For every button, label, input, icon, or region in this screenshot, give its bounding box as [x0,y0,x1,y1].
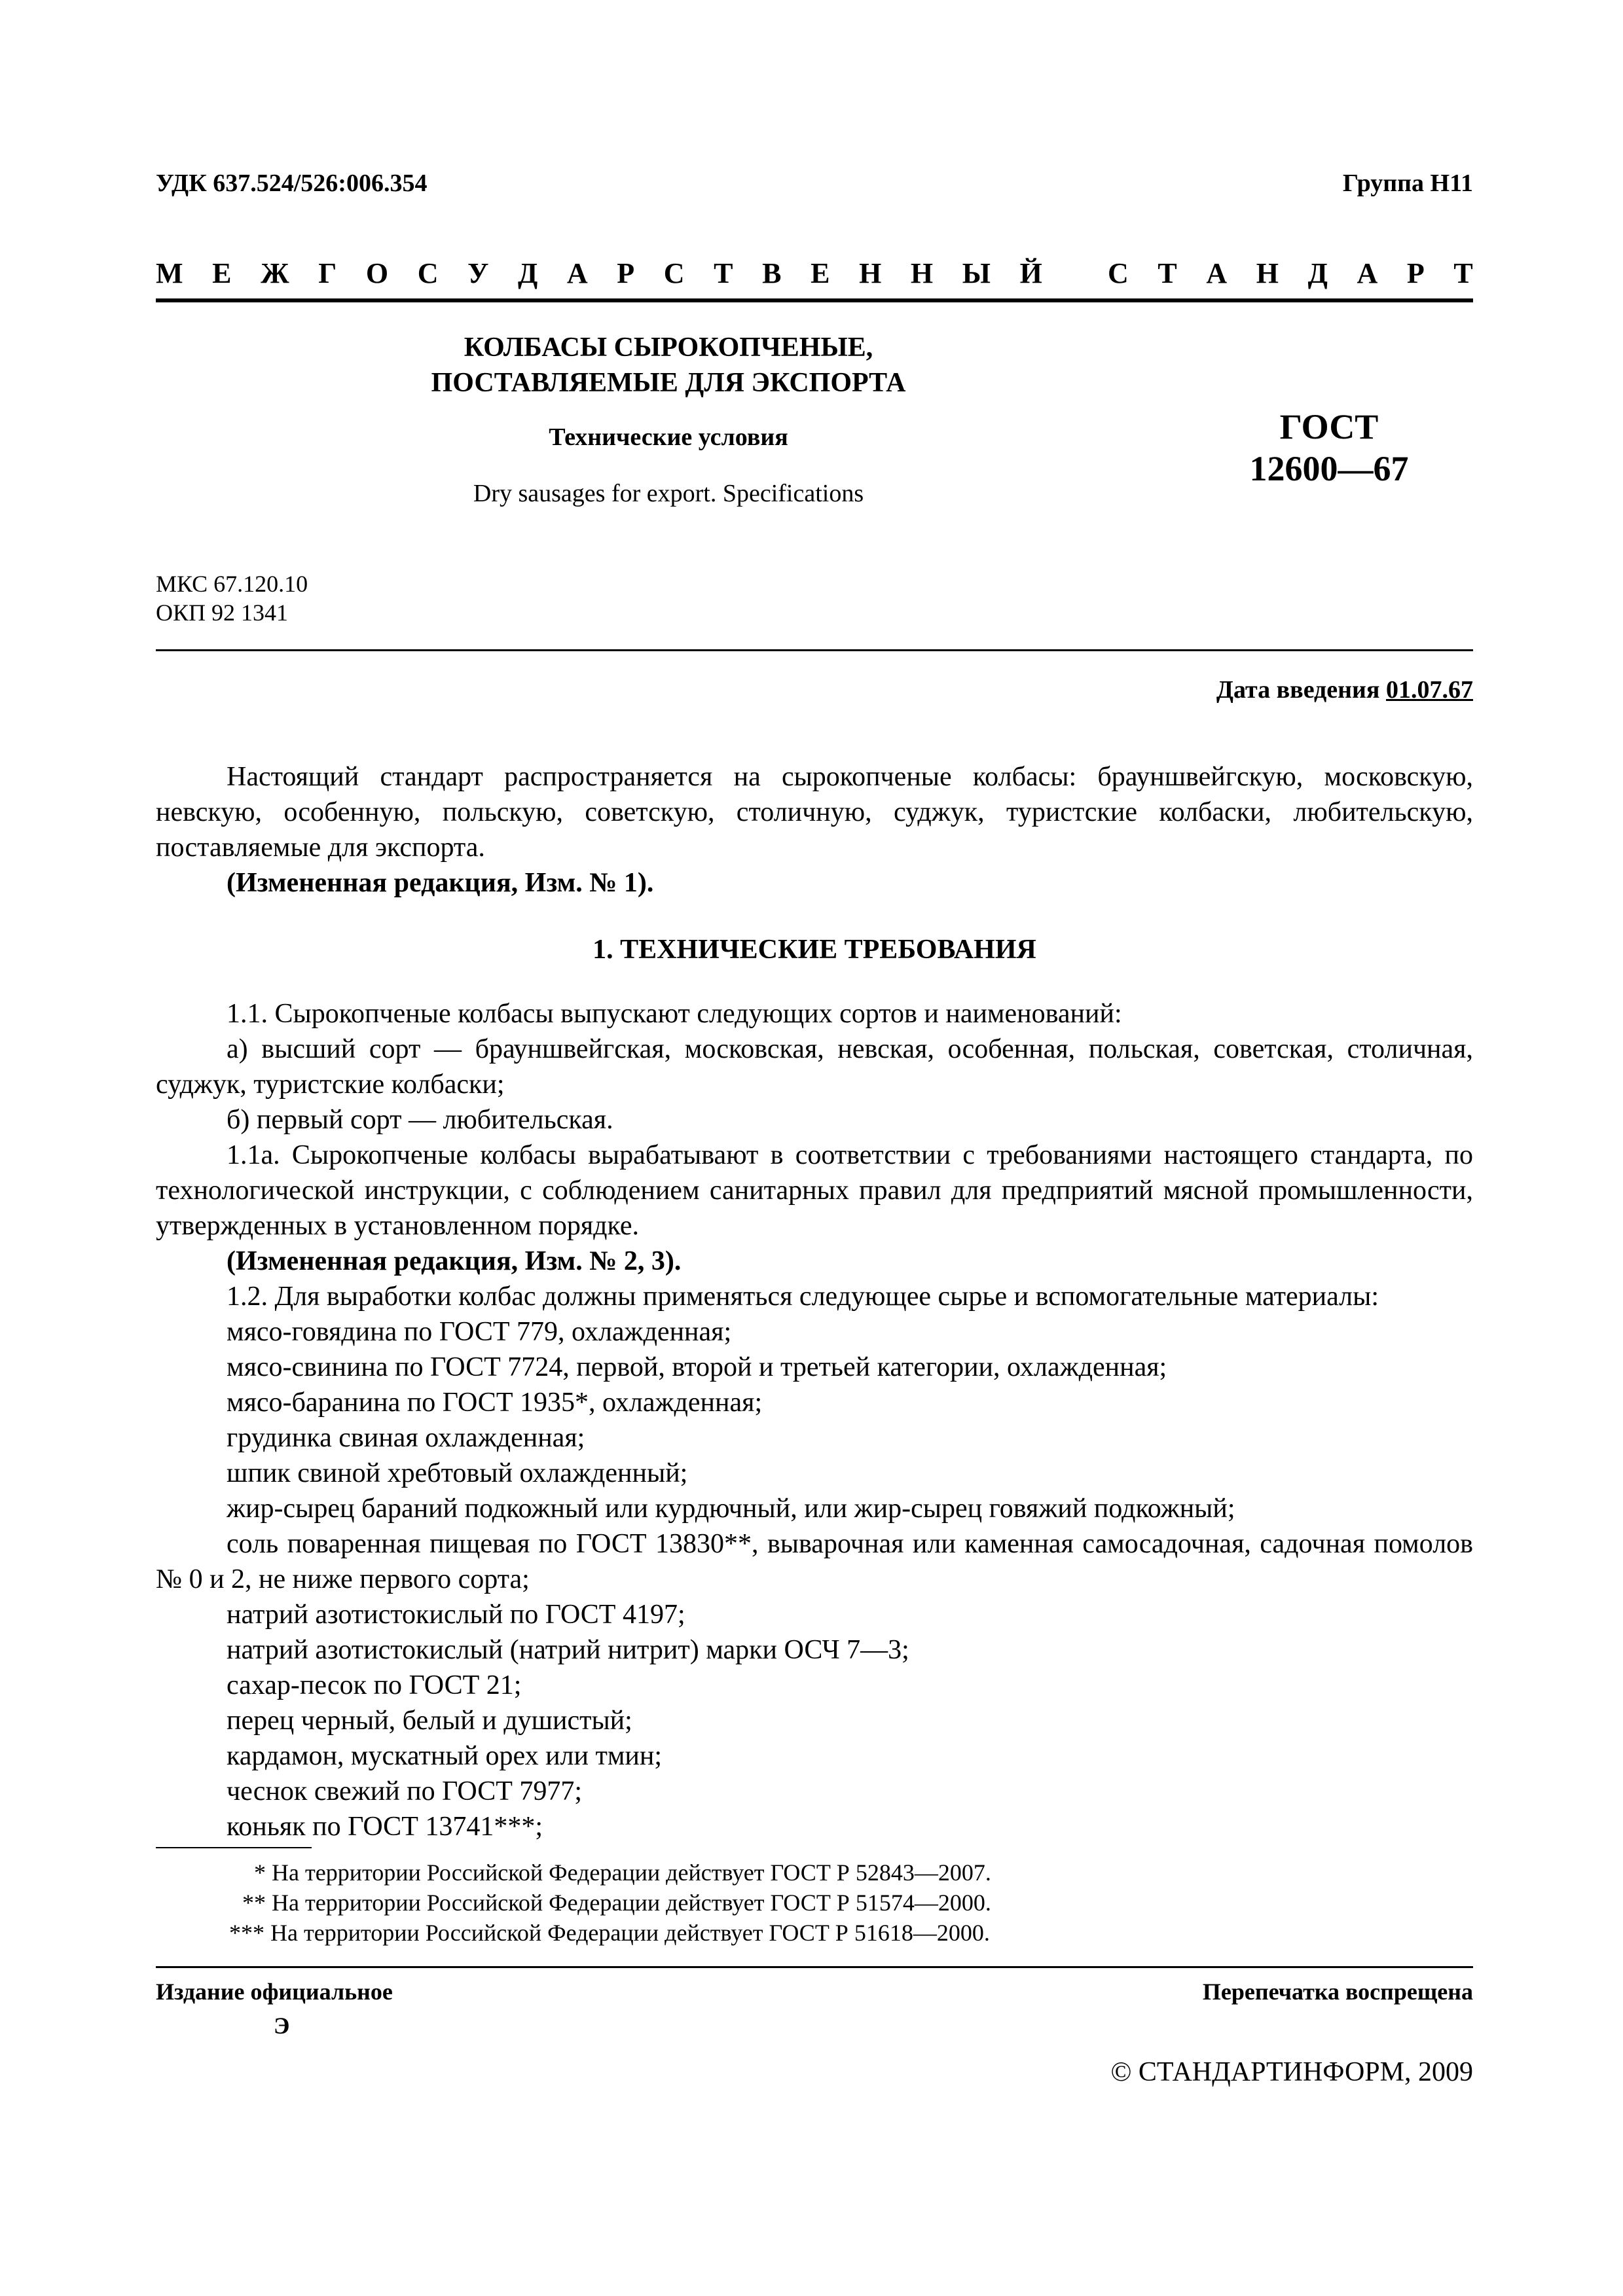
material-item: соль поваренная пищевая по ГОСТ 13830**, выварочная или каменная самосадочная, садочная помолов № 0 и 2, не ниже первого сорта; [156,1529,1473,1594]
title-line-1: КОЛБАСЫ СЫРОКОПЧЕНЫЕ, [464,332,873,363]
banner-letter [1071,257,1078,290]
reprint-prohibited: Перепечатка воспрещена [1202,1979,1473,2005]
material-item: мясо-свинина по ГОСТ 7724, первой, второй и третьей категории, охлажденная; [227,1352,1167,1382]
material-item: мясо-баранина по ГОСТ 1935*, охлажденная; [227,1388,763,1418]
banner-letter: Е [212,257,232,289]
banner-letter: Й [1019,257,1042,289]
amendment-note-1: (Измененная редакция, Изм. № 1). [227,868,654,898]
footer-rule [156,1966,1473,1968]
group-code: Группа Н11 [1342,170,1473,197]
material-item: кардамон, мускатный орех или тмин; [227,1741,663,1771]
banner-letter: Р [617,257,635,289]
banner-letter: Т [1158,257,1177,289]
banner-letter: Г [318,257,337,289]
gost-designation [1205,406,1453,490]
material-item: перец черный, белый и душистый; [227,1706,632,1736]
clause-1-1a: 1.1а. Сырокопченые колбасы вырабатывают в соответствии с требованиями настоящего стандарта, по технологической инструкции, с соблюдением санитарных правил для предприятий мясной промышленности, утвержденных в установленном порядке. [156,1140,1473,1241]
banner-letter: А [1357,257,1378,289]
material-item: натрий азотистокислый (натрий нитрит) марки ОСЧ 7—3; [227,1635,909,1665]
edition-mark: Э [274,2013,290,2039]
material-item: жир-сырец бараний подкожный или курдючный, или жир-сырец говяжий подкожный; [227,1494,1235,1524]
material-item: сахар-песок по ГОСТ 21; [227,1670,522,1700]
banner-letter: М [156,257,183,289]
classification-codes [156,569,308,627]
banner-letter: С [417,257,439,289]
banner-letter: Н [910,257,934,289]
introduction-date-label: Дата введения [1216,676,1386,704]
clause-1-2: 1.2. Для выработки колбас должны применяться следующее сырье и вспомогательные материалы: [227,1282,1379,1312]
interstate-standard-banner [156,257,1473,290]
footnote-1: * На территории Российской Федерации действует ГОСТ Р 52843—2007. [254,1859,991,1886]
banner-letter: Ж [261,257,289,289]
banner-letter: Д [517,257,538,289]
footnote-3: *** На территории Российской Федерации действует ГОСТ Р 51618—2000. [229,1920,990,1946]
banner-letter: Т [1453,257,1473,289]
banner-letter: Н [1256,257,1279,289]
material-item: чеснок свежий по ГОСТ 7977; [227,1776,583,1806]
gost-label: ГОСТ [1279,407,1379,446]
banner-letter: А [1206,257,1228,289]
introduction-date [1216,675,1473,704]
banner-letter: Н [859,257,882,289]
banner-letter: С [1108,257,1129,289]
banner-letter: Д [1307,257,1328,289]
banner-letter: В [762,257,782,289]
material-item: мясо-говядина по ГОСТ 779, охлажденная; [227,1317,732,1347]
section-heading-1: 1. ТЕХНИЧЕСКИЕ ТРЕБОВАНИЯ [593,935,1036,965]
document-subtitle: Технические условия [549,423,788,451]
banner-letter: О [365,257,389,289]
material-item: натрий азотистокислый по ГОСТ 4197; [227,1600,685,1630]
material-item: грудинка свиная охлажденная; [227,1423,585,1453]
udk-code: УДК 637.524/526:006.354 [156,170,428,197]
introduction-date-value: 01.07.67 [1386,676,1473,704]
clause-1-1-a: а) высший сорт — брауншвейгская, московская, невская, особенная, польская, советская, столичная, суджук, туристские колбаски; [156,1034,1473,1100]
document-body [156,759,1473,1844]
amendment-note-2-3: (Измененная редакция, Изм. № 2, 3). [227,1246,682,1276]
banner-letter: У [467,257,489,289]
header-rule [156,298,1473,302]
clause-1-1-b: б) первый сорт — любительская. [227,1105,613,1135]
copyright: © СТАНДАРТИНФОРМ, 2009 [1110,2057,1473,2087]
mks-code: МКС 67.120.10 [156,571,308,597]
gost-number: 12600—67 [1249,449,1409,488]
material-item: шпик свиной хребтовый охлажденный; [227,1458,688,1488]
banner-letter: Ы [962,257,991,289]
document-title [325,330,1012,401]
banner-letter: А [566,257,588,289]
footnote-2: ** На территории Российской Федерации действует ГОСТ Р 51574—2000. [242,1890,991,1916]
material-item: коньяк по ГОСТ 13741***; [227,1812,543,1842]
footnote-rule [156,1847,312,1848]
banner-letter: Т [714,257,733,289]
intro-paragraph: Настоящий стандарт распространяется на сырокопченые колбасы: брауншвейгскую, московскую, невскую, особенную, польскую, советскую, столичную, суджук, туристские колбаски, любительскую, поставляемые для экспорта. [156,762,1473,863]
codes-rule [156,649,1473,651]
banner-letter: С [663,257,685,289]
official-edition: Издание официальное [156,1979,393,2005]
banner-letter: Р [1406,257,1425,289]
okp-code: ОКП 92 1341 [156,600,289,626]
clause-1-1: 1.1. Сырокопченые колбасы выпускают следующих сортов и наименований: [227,999,1122,1029]
banner-letter: Е [811,257,830,289]
title-line-2: ПОСТАВЛЯЕМЫЕ ДЛЯ ЭКСПОРТА [431,368,906,398]
english-title: Dry sausages for export. Specifications [473,480,864,507]
